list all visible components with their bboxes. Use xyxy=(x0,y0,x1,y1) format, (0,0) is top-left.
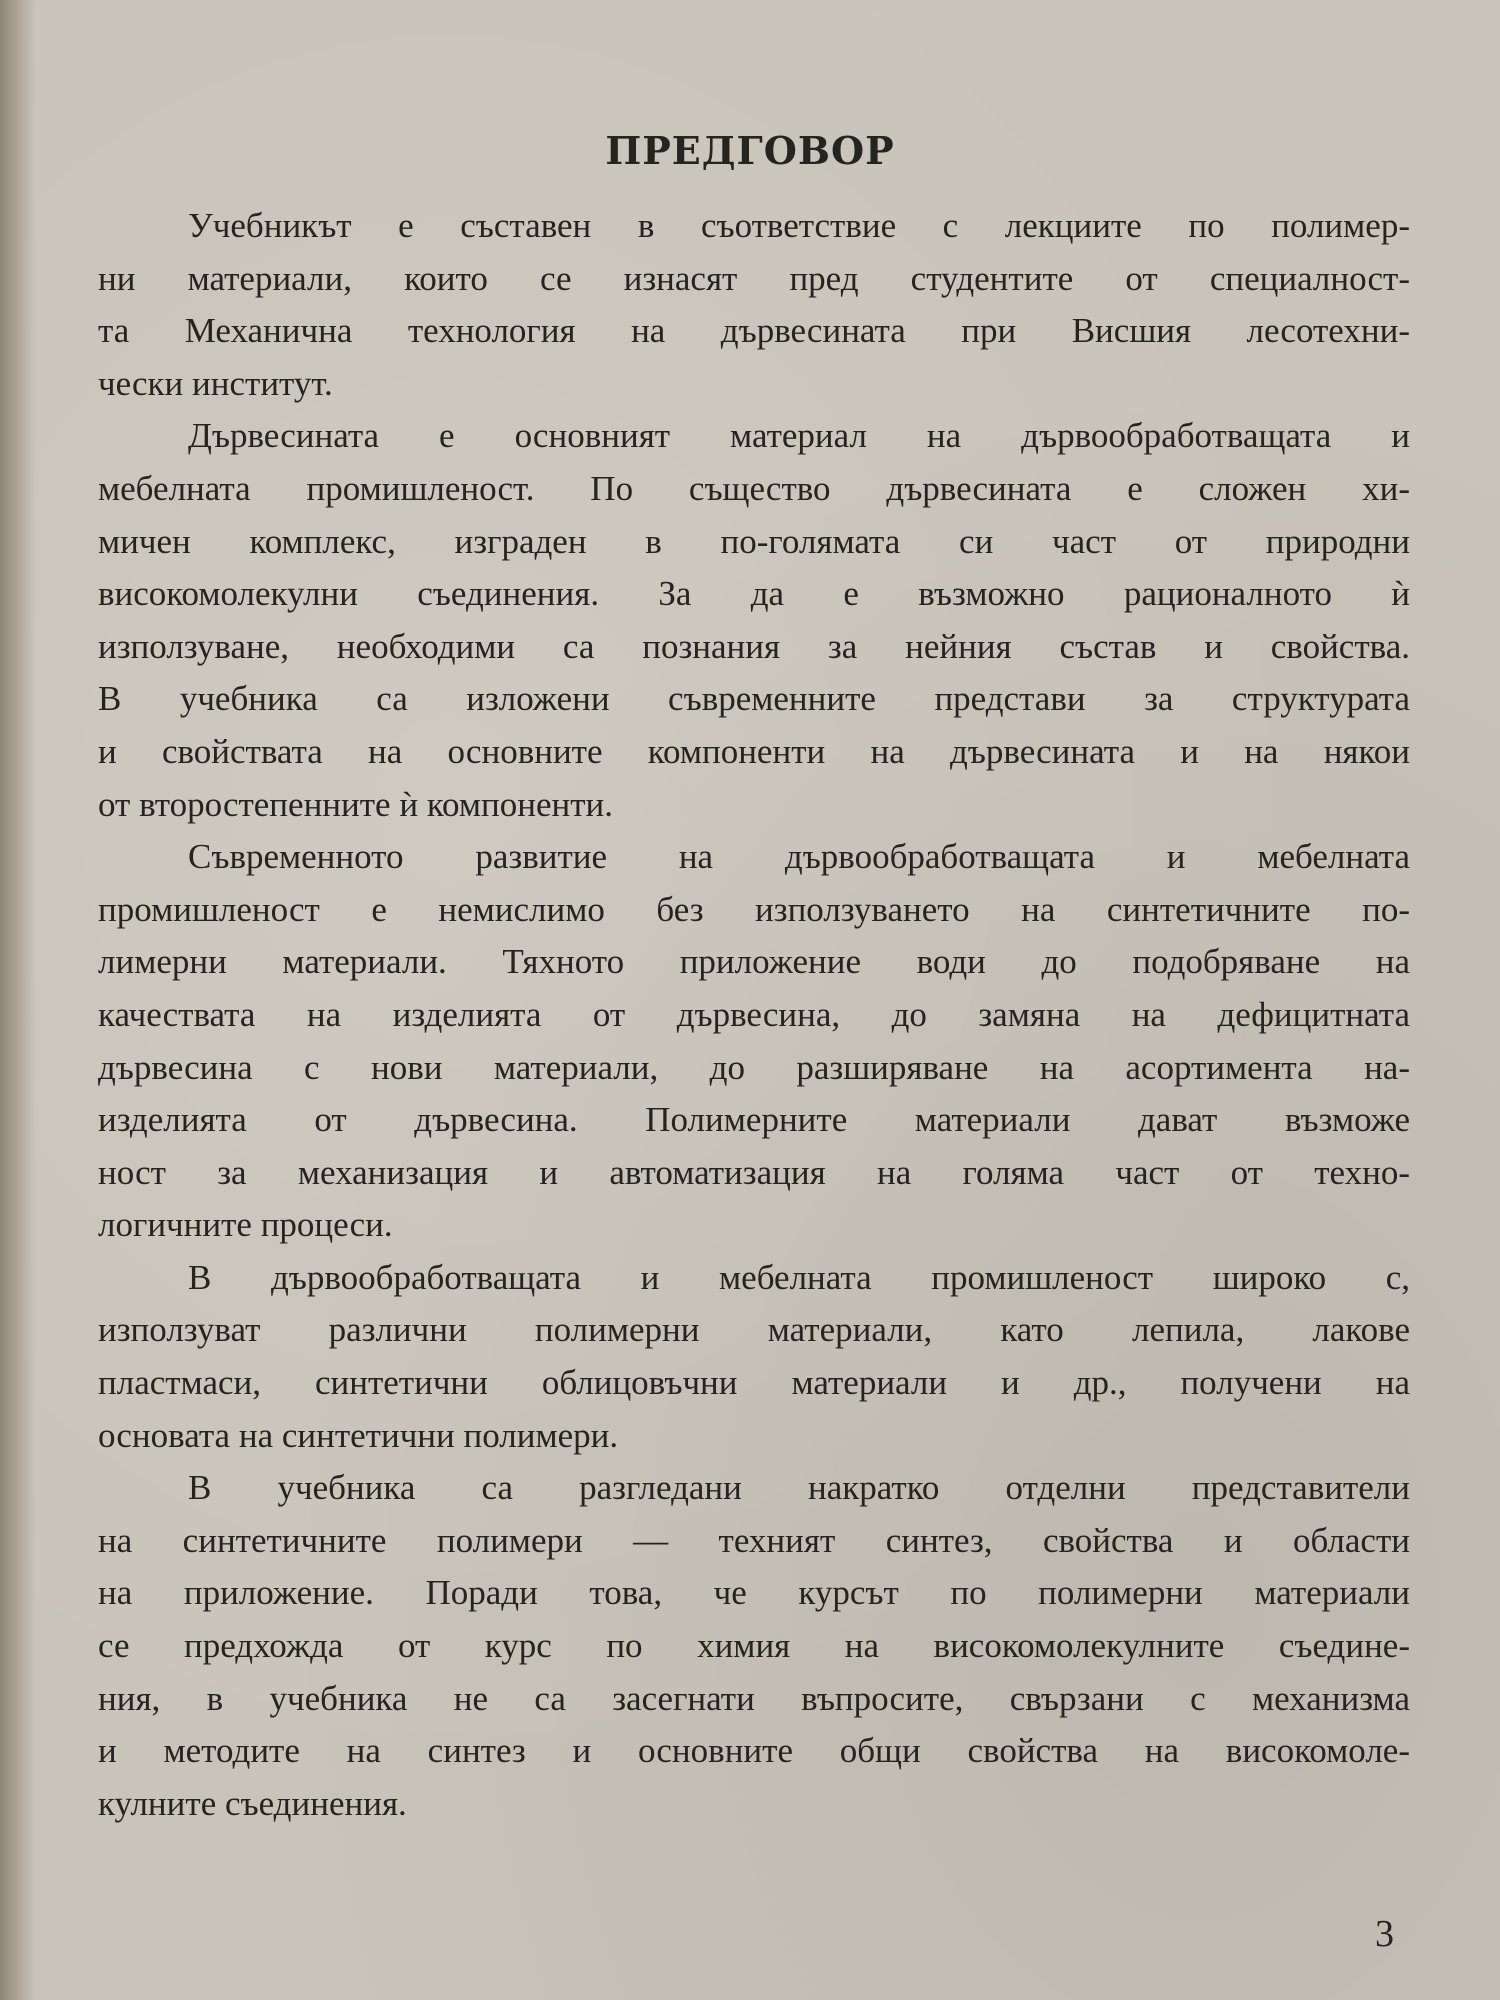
text-line: ни материали, които се изнасят пред студентите от специалност- xyxy=(98,258,1410,298)
text-line: чески институт. xyxy=(98,363,333,403)
preface-body xyxy=(98,200,1410,1830)
page-edge-shadow xyxy=(0,0,36,2000)
text-line: изделията от дървесина. Полимерните материали дават възможе xyxy=(98,1100,1410,1140)
text-line: ност за механизация и автоматизация на голяма част от техно- xyxy=(98,1152,1410,1192)
page-title: ПРЕДГОВОР xyxy=(605,128,895,173)
text-line: основата на синтетични полимери. xyxy=(98,1415,619,1455)
text-line: мичен комплекс, изграден в по-голямата си част от природни xyxy=(98,521,1410,561)
text-line: високомолекулни съединения. За да е възможно рационалното ѝ xyxy=(98,574,1410,614)
text-line: от второстепенните ѝ компоненти. xyxy=(98,784,614,824)
text-line: Съвременното развитие на дървообработващата и мебелната xyxy=(188,837,1410,877)
text-line: използуват различни полимерни материали, като лепила, лакове xyxy=(98,1310,1410,1350)
text-line: и методите на синтез и основните общи свойства на високомоле- xyxy=(98,1731,1410,1771)
text-line: лимерни материали. Тяхното приложение води до подобряване на xyxy=(98,942,1410,982)
text-line: кулните съединения. xyxy=(98,1783,407,1823)
page-number: 3 xyxy=(1375,1913,1394,1955)
text-line: В учебника са изложени съвременните представи за структурата xyxy=(98,679,1410,719)
text-line: се предхожда от курс по химия на високомолекулните съедине- xyxy=(98,1626,1410,1666)
text-line: на приложение. Поради това, че курсът по полимерни материали xyxy=(98,1573,1410,1613)
text-line: и свойствата на основните компоненти на дървесината и на някои xyxy=(98,731,1410,771)
text-line: пластмаси, синтетични облицовъчни материали и др., получени на xyxy=(98,1363,1410,1403)
text-line: логичните процеси. xyxy=(98,1205,393,1245)
text-line: Учебникът е съставен в съответствие с лекциите по полимер- xyxy=(188,206,1410,245)
text-line: промишленост е немислимо без използуването на синтетичните по- xyxy=(98,889,1410,929)
text-line: на синтетичните полимери — техният синтез, свойства и области xyxy=(98,1520,1410,1560)
text-line: ния, в учебника не са засегнати въпросите, свързани с механизма xyxy=(98,1678,1410,1718)
text-line: качествата на изделията от дървесина, до замяна на дефицитната xyxy=(98,994,1410,1034)
text-line: В дървообработващата и мебелната промишленост широко с, xyxy=(188,1257,1410,1297)
text-line: използуване, необходими са познания за нейния състав и свойства. xyxy=(98,626,1410,666)
text-line: мебелната промишленост. По същество дървесината е сложен хи- xyxy=(98,468,1410,508)
text-line: Дървесината е основният материал на дървообработващата и xyxy=(188,416,1410,456)
text-line: та Механична технология на дървесината при Висшия лесотехни- xyxy=(98,311,1410,351)
text-line: дървесина с нови материали, до разширяване на асортимента на- xyxy=(98,1047,1410,1087)
text-line: В учебника са разгледани накратко отделни представители xyxy=(188,1468,1410,1508)
